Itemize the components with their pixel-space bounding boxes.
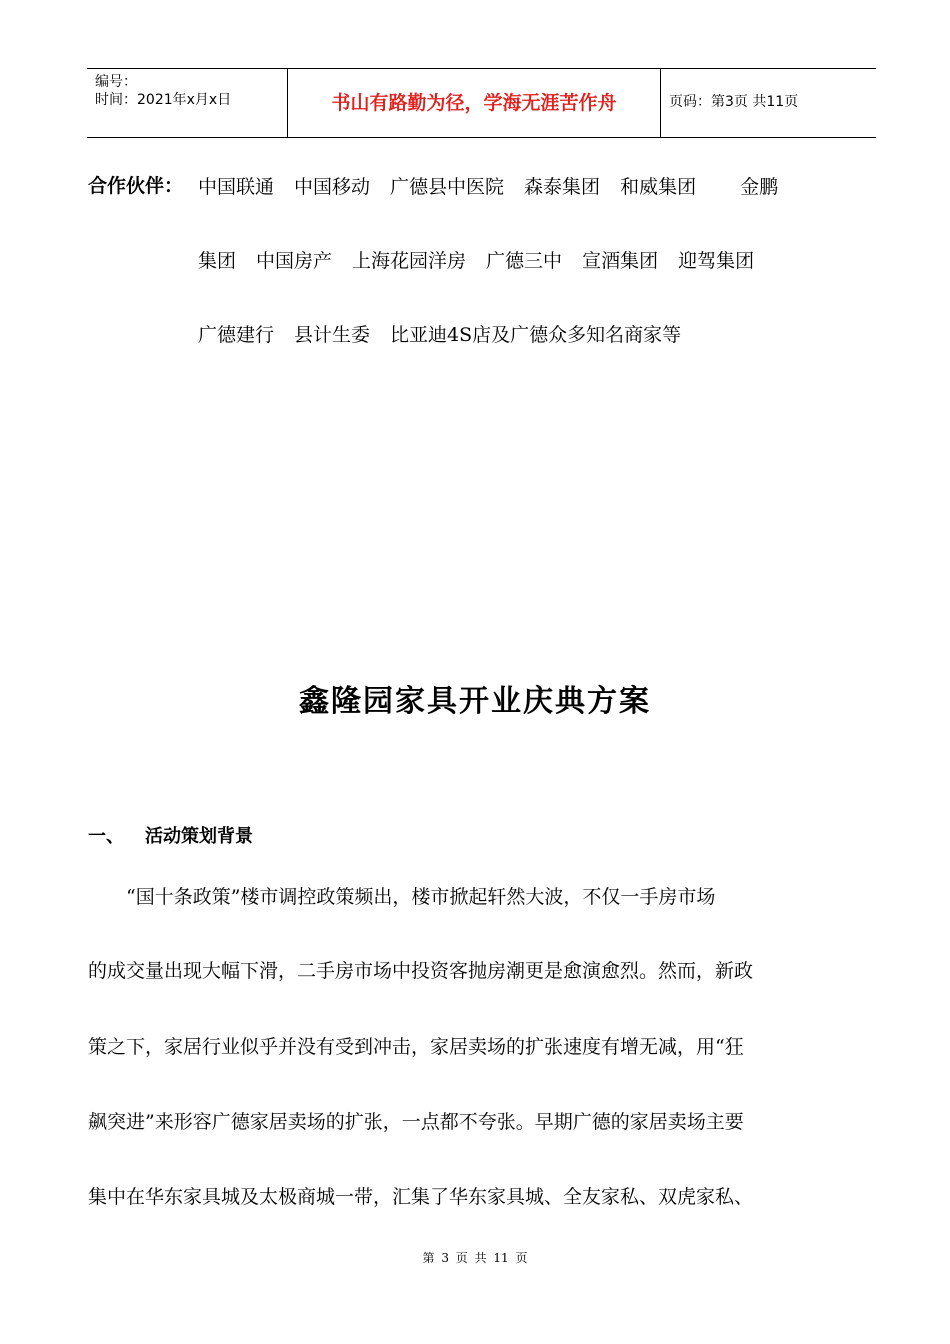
paragraph-line: 的成交量出现大幅下滑，二手房市场中投资客抛房潮更是愈演愈烈。然而，新政 [88,960,754,982]
document-title: 鑫隆园家具开业庆典方案 [299,684,651,719]
partner-item: 中国房产 [256,250,333,272]
section-heading [88,822,253,848]
partner-item: 县计生委 [294,324,371,346]
partners-label: 合作伙伴： [88,175,184,197]
header-table [87,68,876,138]
partners-line-3 [198,320,681,347]
paragraph-line: 集中在华东家具城及太极商城一带，汇集了华东家具城、全友家私、双虎家私、 [88,1186,754,1208]
partner-item: 广德三中 [486,250,563,272]
partner-item: 广德建行 [198,324,275,346]
partners-line-1 [198,172,778,199]
header-page-cell [661,69,876,137]
header-motto-cell [288,69,661,137]
header-meta-cell [87,69,288,137]
partner-item: 上海花园洋房 [352,250,467,272]
header-motto: 书山有路勤为径，学海无涯苦作舟 [331,92,617,114]
partner-item: 森泰集团 [524,176,601,198]
paragraph-line: 策之下，家居行业似乎并没有受到冲击，家居卖场的扩张速度有增无减，用“狂 [88,1036,744,1058]
document-number-label: 编号： [95,74,137,90]
partner-item: 集团 [198,250,237,272]
header-page-info: 页码：第3页 共11页 [669,94,799,110]
document-time-label: 时间：2021年x月x日 [95,92,232,108]
paragraph-line: “国十条政策”楼市调控政策频出，楼市掀起轩然大波，不仅一手房市场 [126,886,716,908]
partner-item: 广德县中医院 [390,176,505,198]
partner-item: 迎驾集团 [678,250,755,272]
partners-line-2 [198,246,754,273]
partner-item: 宣酒集团 [582,250,659,272]
partner-item: 比亚迪4S店及广德众多知名商家等 [390,324,682,346]
section-heading-text: 活动策划背景 [145,826,253,847]
partner-item: 和威集团 [620,176,697,198]
partner-item: 金鹏 [740,176,779,198]
page-footer: 第 3 页 共 11 页 [422,1251,528,1265]
partner-item: 中国移动 [294,176,371,198]
paragraph-line: 飙突进”来形容广德家居卖场的扩张，一点都不夸张。早期广德的家居卖场主要 [88,1111,744,1133]
partner-item: 中国联通 [198,176,275,198]
section-index: 一、 [88,826,124,847]
